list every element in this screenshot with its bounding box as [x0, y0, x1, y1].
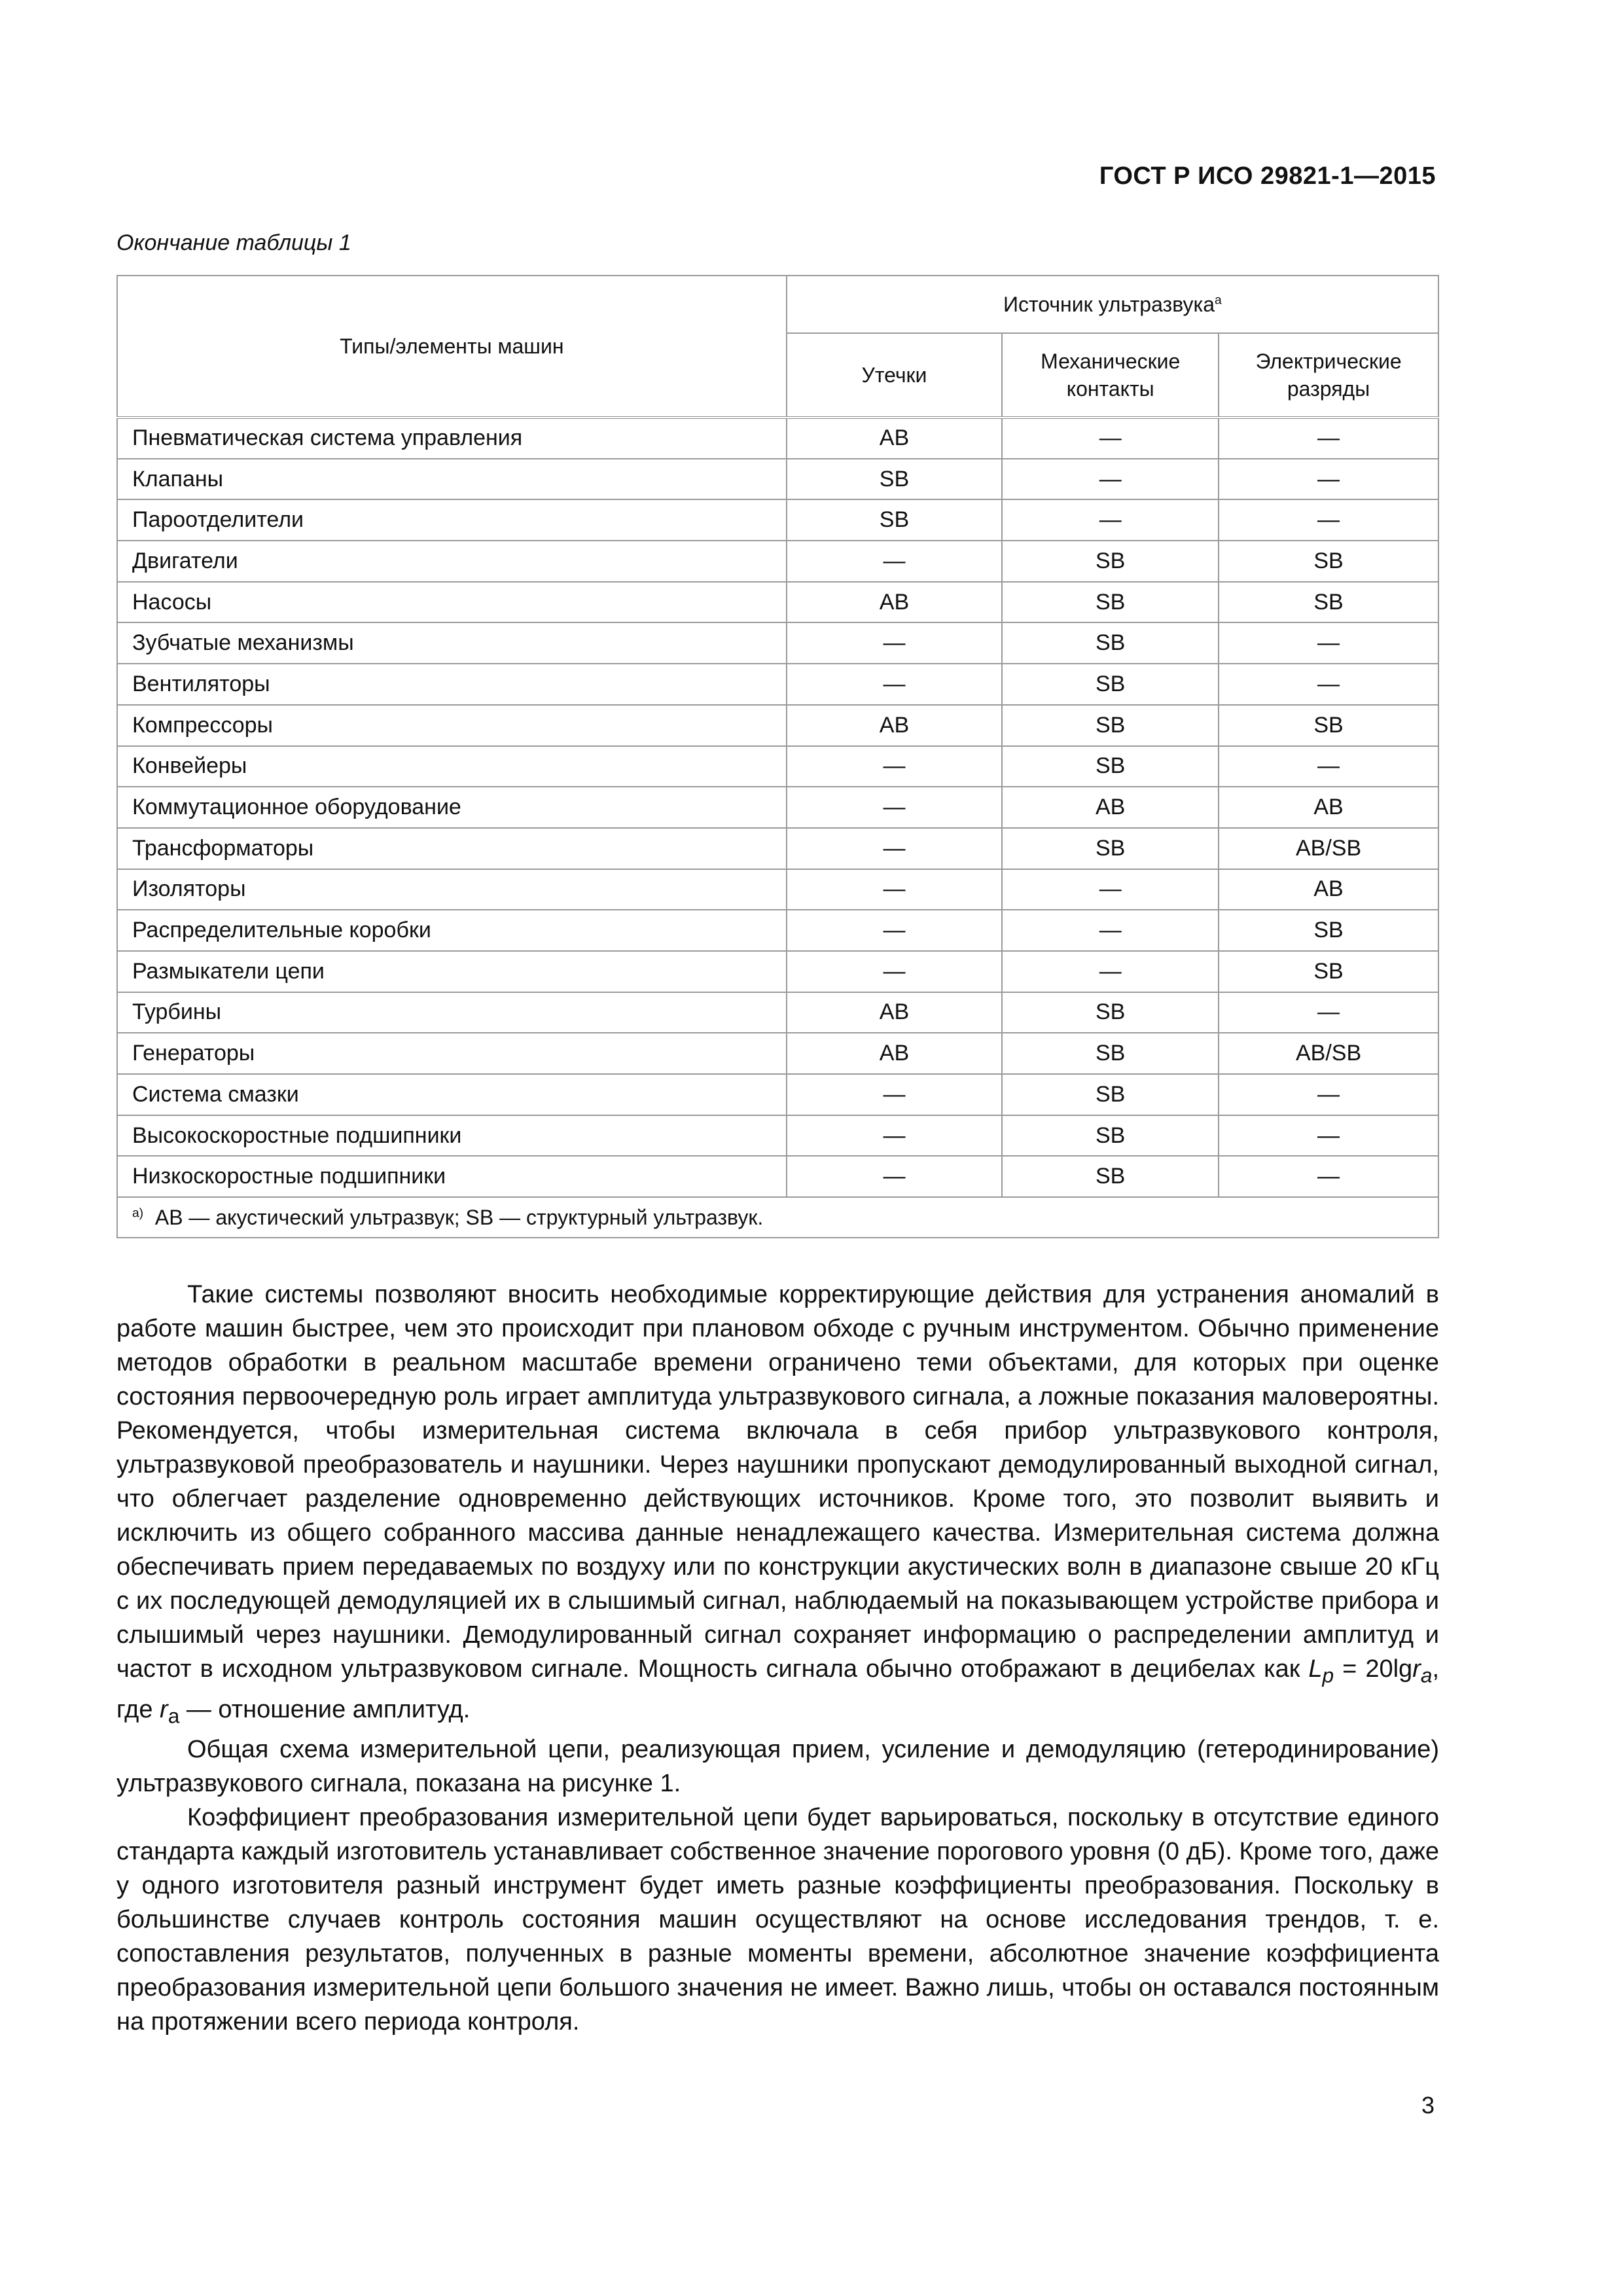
machine-type-cell: Генераторы [117, 1033, 787, 1074]
leaks-cell: — [787, 1156, 1003, 1197]
leaks-cell: — [787, 787, 1003, 828]
mechanical-contacts-cell: SB [1002, 992, 1219, 1033]
standard-designation: ГОСТ Р ИСО 29821-1—2015 [1099, 162, 1436, 190]
machine-type-cell: Размыкатели цепи [117, 951, 787, 992]
electrical-discharges-cell: — [1219, 1115, 1438, 1157]
mechanical-contacts-cell: — [1002, 910, 1219, 951]
leaks-cell: — [787, 664, 1003, 705]
group-header-footnote-ref: а [1214, 293, 1222, 307]
table-row [117, 499, 1438, 541]
leaks-cell: — [787, 746, 1003, 787]
table-row [117, 869, 1438, 910]
formula-L: L [1308, 1655, 1323, 1683]
table-row [117, 992, 1438, 1033]
mechanical-contacts-cell: AB [1002, 787, 1219, 828]
table-row [117, 951, 1438, 992]
mechanical-contacts-cell: — [1002, 869, 1219, 910]
machine-type-cell: Насосы [117, 582, 787, 623]
paragraph-1-text: Такие системы позволяют вносить необходимые корректирующие действия для устранения аномалий в работе машин быстрее, чем это происходит при плановом обходе с ручным инструментом. Обычно применение методов обработки в реальном масштабе времени ограничено теми объектами, для которых при оценке состояния первоочередную роль играет амплитуда ультразвукового сигнала, а ложные показания маловероятны. Рекомендуется, чтобы измерительная система включала в себя прибор ультразвукового контроля, ультразвуковой преобразователь и наушники. Через наушники пропускают демодулированный выходной сигнал, что облегчает разделение одновременно действующих источников. Кроме того, это позволит выявить и исключить из общего собранного массива данные ненадлежащего качества. Измерительная система должна обеспечивать прием передаваемых по воздуху или по конструкции акустических волн в диапазоне свыше 20 кГц с их последующей демодуляцией их в слышимый сигнал, наблюдаемый на показывающем устройстве прибора и слышимый через наушники. Демодулированный сигнал сохраняет информацию о распределении амплитуд и частот в исходном ультразвуковом сигнале. Мощность сигнала обычно отображают в децибелах как [116, 1281, 1439, 1683]
electrical-discharges-cell: AB [1219, 869, 1438, 910]
table-caption: Окончание таблицы 1 [116, 230, 351, 255]
electrical-discharges-cell: SB [1219, 951, 1438, 992]
leaks-cell: — [787, 541, 1003, 582]
electrical-discharges-cell: — [1219, 459, 1438, 500]
electrical-discharges-cell: — [1219, 499, 1438, 541]
table-row [117, 746, 1438, 787]
formula-r-2: r [160, 1695, 168, 1723]
paragraph-1 [116, 1278, 1439, 1732]
machine-type-cell: Система смазки [117, 1074, 787, 1115]
leaks-cell: — [787, 869, 1003, 910]
electrical-discharges-cell: SB [1219, 910, 1438, 951]
leaks-cell: — [787, 622, 1003, 664]
mechanical-contacts-cell: SB [1002, 828, 1219, 869]
leaks-cell: — [787, 910, 1003, 951]
machine-type-cell: Двигатели [117, 541, 787, 582]
machine-type-cell: Конвейеры [117, 746, 787, 787]
table-row [117, 828, 1438, 869]
mechanical-contacts-cell: — [1002, 951, 1219, 992]
mechanical-contacts-cell: SB [1002, 582, 1219, 623]
machine-type-cell: Распределительные коробки [117, 910, 787, 951]
leaks-cell: AB [787, 705, 1003, 746]
machine-type-cell: Пневматическая система управления [117, 418, 787, 459]
col-header-machine-types: Типы/элементы машин [117, 276, 787, 418]
mechanical-contacts-cell: — [1002, 499, 1219, 541]
mechanical-contacts-cell: SB [1002, 1115, 1219, 1157]
table-row [117, 910, 1438, 951]
footnote-text: AB — акустический ультразвук; SB — структурный ультразвук. [154, 1205, 764, 1229]
machine-type-cell: Турбины [117, 992, 787, 1033]
machine-type-cell: Компрессоры [117, 705, 787, 746]
table-row [117, 541, 1438, 582]
electrical-discharges-cell: — [1219, 664, 1438, 705]
paragraph-1-text-b: , где [116, 1655, 1440, 1723]
formula-eq: = 20lg [1334, 1655, 1413, 1683]
electrical-discharges-cell: — [1219, 992, 1438, 1033]
leaks-cell: — [787, 1115, 1003, 1157]
col-header-mechanical-contacts: Механические контакты [1002, 333, 1219, 418]
table-row [117, 705, 1438, 746]
machine-type-cell: Трансформаторы [117, 828, 787, 869]
mechanical-contacts-cell: — [1002, 459, 1219, 500]
page-number: 3 [1421, 2092, 1435, 2119]
electrical-discharges-cell: AB [1219, 787, 1438, 828]
machine-type-cell: Вентиляторы [117, 664, 787, 705]
table-row [117, 582, 1438, 623]
mechanical-contacts-cell: SB [1002, 1156, 1219, 1197]
machine-type-cell: Высокоскоростные подшипники [117, 1115, 787, 1157]
table-row [117, 418, 1438, 459]
mechanical-contacts-cell: SB [1002, 541, 1219, 582]
table-row [117, 622, 1438, 664]
table-row [117, 1033, 1438, 1074]
table-row [117, 1115, 1438, 1157]
electrical-discharges-cell: SB [1219, 541, 1438, 582]
paragraph-1-text-c: — отношение амплитуд. [179, 1695, 471, 1723]
leaks-cell: SB [787, 459, 1003, 500]
machine-types-table [116, 275, 1439, 1238]
electrical-discharges-cell: SB [1219, 582, 1438, 623]
leaks-cell: — [787, 828, 1003, 869]
formula-sub-a-2: a [168, 1704, 180, 1728]
machine-type-cell: Коммутационное оборудование [117, 787, 787, 828]
electrical-discharges-cell: — [1219, 1156, 1438, 1197]
mechanical-contacts-cell: SB [1002, 664, 1219, 705]
electrical-discharges-cell: — [1219, 1074, 1438, 1115]
table-row [117, 664, 1438, 705]
col-header-electrical-discharges: Электрические разряды [1219, 333, 1438, 418]
leaks-cell: SB [787, 499, 1003, 541]
leaks-cell: — [787, 1074, 1003, 1115]
leaks-cell: AB [787, 418, 1003, 459]
col-header-leaks: Утечки [787, 333, 1003, 418]
table-row [117, 787, 1438, 828]
machine-type-cell: Изоляторы [117, 869, 787, 910]
mechanical-contacts-cell: SB [1002, 1074, 1219, 1115]
mechanical-contacts-cell: SB [1002, 746, 1219, 787]
table-footnote [117, 1197, 1438, 1238]
footnote-mark: а) [132, 1206, 144, 1220]
col-group-header-ultrasound-source [787, 276, 1438, 333]
leaks-cell: AB [787, 1033, 1003, 1074]
electrical-discharges-cell: — [1219, 418, 1438, 459]
mechanical-contacts-cell: SB [1002, 1033, 1219, 1074]
table-row [117, 1074, 1438, 1115]
machine-type-cell: Низкоскоростные подшипники [117, 1156, 787, 1197]
machine-type-cell: Зубчатые механизмы [117, 622, 787, 664]
electrical-discharges-cell: AB/SB [1219, 828, 1438, 869]
formula-sub-p: p [1322, 1663, 1334, 1687]
mechanical-contacts-cell: SB [1002, 705, 1219, 746]
leaks-cell: — [787, 951, 1003, 992]
electrical-discharges-cell: — [1219, 746, 1438, 787]
mechanical-contacts-cell: SB [1002, 622, 1219, 664]
leaks-cell: AB [787, 992, 1003, 1033]
group-header-text: Источник ультразвука [1003, 292, 1215, 316]
electrical-discharges-cell: — [1219, 622, 1438, 664]
electrical-discharges-cell: SB [1219, 705, 1438, 746]
formula-r: r [1412, 1655, 1421, 1683]
body-text [116, 1278, 1439, 2039]
machine-type-cell: Клапаны [117, 459, 787, 500]
table-row [117, 459, 1438, 500]
paragraph-3: Коэффициент преобразования измерительной цепи будет варьироваться, поскольку в отсутствие единого стандарта каждый изготовитель устанавливает собственное значение порогового уровня (0 дБ). Кроме того, даже у одного изготовителя разный инструмент будет иметь разные коэффициенты преобразования. Поскольку в большинстве случаев контроль состояния машин осуществляют на основе исследования трендов, т. е. сопоставления результатов, полученных в разные моменты времени, абсолютное значение коэффициента преобразования измерительной цепи большого значения не имеет. Важно лишь, чтобы он оставался постоянным на протяжении всего периода контроля. [116, 1804, 1439, 2036]
paragraph-2: Общая схема измерительной цепи, реализующая прием, усиление и демодуляцию (гетеродинирование) ультразвукового сигнала, показана на рисунке 1. [116, 1736, 1439, 1798]
leaks-cell: AB [787, 582, 1003, 623]
formula-sub-a: a [1420, 1663, 1433, 1687]
machine-type-cell: Пароотделители [117, 499, 787, 541]
electrical-discharges-cell: AB/SB [1219, 1033, 1438, 1074]
table-row [117, 1156, 1438, 1197]
mechanical-contacts-cell: — [1002, 418, 1219, 459]
